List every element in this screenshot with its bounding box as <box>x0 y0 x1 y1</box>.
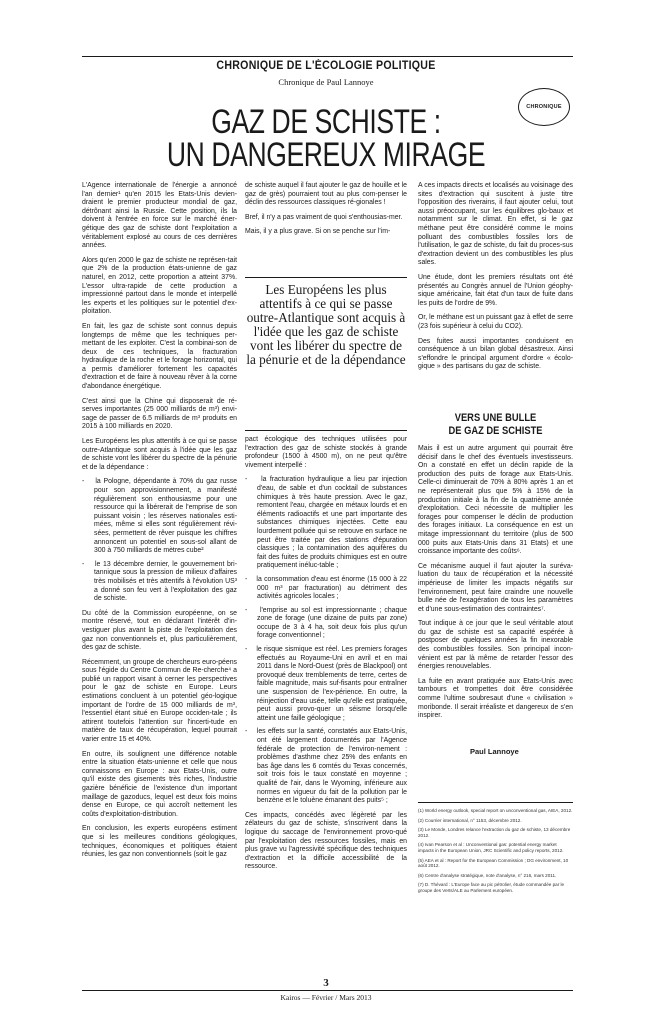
paragraph: Une étude, dont les premiers résultats ont été présentés au Congrès annuel de l'Union géophy-sique américaine, fait état d'un taux de fuite dans les puits de l'ordre de 9%. <box>418 273 573 307</box>
paragraph: Les Européens les plus attentifs à ce qui se passe outre-Atlantique sont acquis à l'idée que les gaz de schiste vont les libérer du spectre de la pénurie et de la dépendance : <box>82 438 237 471</box>
list-item: - les effets sur la santé, constatés aux Etats-Unis, ont été largement documentés par l'Agence fédérale de protection de l'environ-nement : problèmes d'asthme chez 25% des enfants en bas âge dans les 6 comtés du Texas concernés, soit trois fois le taux constaté en moyenne ; qualité de l'air, dans le Wyoming, inférieure aux normes en vigueur du fait de la pollution par le benzène et le toluène émanant des puits⁵ ; <box>245 728 407 805</box>
column-2-top <box>245 182 407 243</box>
subheading-line1: VERS UNE BULLE <box>454 412 537 424</box>
paragraph: En outre, ils soulignent une différence notable entre la situation états-unienne et celle que nous connaissons en Europe : aux Etats-Unis, outre qu'il existe des gisements très riches, l'industrie gazière bénéficie de l'existence d'un important maillage de gazoducs, lequel est deux fois moins dense en Europe, ce qui accroît nettement les coûts d'exploitation-distribution. <box>82 750 237 818</box>
paragraph: Mais il est un autre argument qui pourrait être décisif dans le chef des éventuels investisseurs. On a constaté en effet un déclin rapide de la production des puits de forage aux Etats-Unis. Celle-ci diminuerait de 70% à 80% après 1 an et ne représenterait plus que 5% à 15% de la production initiale à la fin de la quatrième année d'exploitation. Ceci nécessite de multiplier les forages pour compenser le déclin de production des forages initiaux. La conséquence en est un mitage impressionnant du territoire (plus de 500 000 puits aux Etats-Unis dans 31 Etats) et une croissance importante des coûts⁶. <box>418 445 573 556</box>
footnotes-rule <box>418 802 573 803</box>
article-title-line1: GAZ DE SCHISTE : <box>211 103 441 141</box>
footnotes <box>418 808 573 898</box>
paragraph: Or, le méthane est un puissant gaz à effet de serre (23 fois supérieur à celui du CO2). <box>418 314 573 330</box>
footnote: (6) Centre d'analyse stratégique, note d'analyse, n° 216, mars 2011. <box>418 872 557 878</box>
footer-rule <box>82 990 573 991</box>
list-item: - l'emprise au sol est impressionnante ; chaque zone de forage (une dizaine de puits par zone) occupe de 3 à 4 ha, soit deux fois plus qu'un forage conventionnel ; <box>245 607 407 641</box>
footnote: (3) Le Monde, Londres relance l'extraction du gaz de schiste, 13 décembre 2012. <box>418 827 571 838</box>
paragraph: L'Agence internationale de l'énergie a annoncé l'an dernier¹ qu'en 2015 les Etats-Unis devien-draient le premier producteur mondial de gaz, détrônant ainsi la Russie. Cette position, ils la doivent à l'entrée en force sur le marché éner-gétique des gaz de schiste dont l'exploitation a véritablement explosé au cours de ces dernières années. <box>82 182 237 250</box>
footnote: (5) AEA et al : Report for the European Commission ; DG environment, 10 août 2012. <box>418 857 569 869</box>
column-3-bottom <box>418 445 573 727</box>
paragraph: Récemment, un groupe de chercheurs euro-péens sous l'égide du Centre Commun de Re-cherche⁴ a publié un rapport visant à cerner les perspectives pour le gaz de schiste en Europe. Leurs estimations concluent à un potentiel géo-logique important de l'ordre de 15 000 milliards de m³, l'essentiel étant situé en Europe occiden-tale ; ils attirent toutefois l'attention sur l'incerti-tude en matière de taux de récupération, lequel pourrait varier entre 15 et 40%. <box>82 658 237 744</box>
author-signature: Paul Lannoye <box>470 747 519 756</box>
paragraph: Bref, il n'y a pas vraiment de quoi s'enthousias-mer. <box>245 213 403 221</box>
subheading-line2: DE GAZ DE SCHISTE <box>448 425 543 437</box>
list-item: - la consommation d'eau est énorme (15 000 à 22 000 m³ par fracturation) au détriment des activités agricoles locales ; <box>245 576 407 602</box>
article-title-line2: UN DANGEREUX MIRAGE <box>166 136 486 174</box>
column-3-top <box>418 182 573 378</box>
paragraph: pact écologique des techniques utilisées pour l'extraction des gaz de schiste stockés à grande profondeur (1500 à 4500 m), on ne peut qu'être vivement interpellé : <box>245 436 407 469</box>
byline: Chronique de Paul Lannoye <box>278 77 374 87</box>
paragraph: C'est ainsi que la Chine qui disposerait de ré-serves importantes (25 000 milliards de m³) envi-sage de passer de 6.5 milliards de m³ produits en 2015 à 100 milliards en 2020. <box>82 397 237 431</box>
paragraph: A ces impacts directs et localisés au voisinage des sites d'extraction qui suscitent à juste titre l'opposition des riverains, il faut ajouter celui, tout aussi préoccupant, sur les équilibres glo-baux et notamment sur le climat. En effet, si le gaz méthane peut être considéré comme le moins polluant des combustibles fossiles lors de l'utilisation, le gaz de schiste, du fait du proces-sus d'extraction devient un des combustibles les plus sales. <box>418 182 573 267</box>
list-item: - le 13 décembre dernier, le gouvernement bri-tannique sous la pression de milieux d'affaires très mobilisés et très attentifs à l'évolution US³ a donné son feu vert à l'exploitation des gaz de schiste. <box>82 561 237 604</box>
footnote: (1) World energy outlook, special report on unconventional gas, AIEA, 2012. <box>418 808 573 813</box>
footnote: (4) Ivan Pearson et al : Unconventional gas: potential energy market impacts in the European Union, JRC Scientific and policy reports, 2012. <box>418 842 564 853</box>
pullquote-rule-top <box>245 277 407 278</box>
bullet-list <box>82 478 237 603</box>
paragraph: Du côté de la Commission européenne, on se montre réservé, tout en déclarant l'intérêt d'in-vestiguer plus avant la piste de l'exploitation des gaz non conventionnels et, plus particulièrement, des gaz de schiste. <box>82 609 237 652</box>
bullet-list <box>245 476 407 805</box>
footnote: (7) D. Thévard : L'Europe face au pic pétrolier, étude commandée par le groupe des Verts/ALE au Parlement européen. <box>418 882 565 893</box>
paragraph: Mais, il y a plus grave. Si on se penche sur l'im- <box>245 228 391 236</box>
column-1 <box>82 182 237 866</box>
pull-quote: Les Européens les plus attentifs à ce qui se passe outre-Atlantique sont acquis à l'idée que les gaz de schiste vont les libérer du spectre de la pénurie et de la dépendance <box>246 282 406 367</box>
paragraph: La fuite en avant pratiquée aux Etats-Unis avec tambours et trompettes doit être considérée comme l'ultime soubresaut d'une « civilisation » moribonde. Il serait irréaliste et dangereux de s'en inspirer. <box>418 677 573 720</box>
column-2-bottom <box>245 436 407 878</box>
paragraph: Ce mécanisme auquel il faut ajouter la suréva-luation du taux de récupération et la nécessité impérieuse de limiter les impacts négatifs sur l'environnement, peut faire craindre une nouvelle bulle née de l'exagération de tous les paramètres et d'une sous-estimation des contraintes⁷. <box>418 562 573 613</box>
subheading <box>430 412 562 438</box>
footnote: (2) Courrier international, n° 1153, décembre 2012. <box>418 817 522 823</box>
pullquote-rule-bottom <box>245 430 407 431</box>
paragraph: Des fuites aussi importantes conduisent en conséquence à un bilan global désastreux. Ainsi s'effondre le principal argument d'ordre « écolo-gique » des partisans du gaz de schiste. <box>418 337 573 371</box>
paragraph: de schiste auquel il faut ajouter le gaz de houille et le gaz de grès) pourraient tout au plus com-penser le déclin des ressources classiques ré-gionales ! <box>245 182 407 207</box>
paragraph: Ces impacts, concédés avec légèreté par les zélateurs du gaz de schiste, s'inscrivent dans la logique du saccage de l'environnement provo-qué par l'exploitation des ressources fossiles, mais en plus grave vu l'agressivité spécifique des techniques d'extraction et la difficile accessibilité de la ressource. <box>245 811 407 871</box>
chronique-badge: CHRONIQUE <box>518 88 570 126</box>
footer: Kairos — Février / Mars 2013 <box>280 993 372 1002</box>
paragraph: En fait, les gaz de schiste sont connus depuis longtemps de même que les techniques per-mettant de les exploiter. C'est la combinai-son de deux de ces techniques, la fracturation hydraulique de la roche et le forage horizontal, qui a permis d'améliorer fortement les capacités d'extraction et de faire à nouveau rêver à la corne d'abondance énergétique. <box>82 322 237 391</box>
paragraph: En conclusion, les experts européens estiment que si les meilleures conditions géologiques, techniques, économiques et politiques étaient réunies, les gaz non conventionnels (soit le gaz <box>82 825 237 859</box>
paragraph: Tout indique à ce jour que le seul véritable atout du gaz de schiste est sa capacité espérée à postposer de quelques années la fin inexorable des combustibles fossiles. Son principal incon-vénient est par là même de retarder l'essor des énergies renouvelables. <box>418 620 573 671</box>
paragraph: Alors qu'en 2000 le gaz de schiste ne représen-tait que 2% de la production états-unienne de gaz naturel, en 2012, cette proportion a atteint 37%. L'essor ultra-rapide de cette production a impressionné partout dans le monde et interpellé les experts et les politiques sur le potentiel d'ex-ploitation. <box>82 256 237 316</box>
header-rule-top <box>82 56 573 57</box>
list-item: - le risque sismique est réel. Les premiers forages effectués au Royaume-Uni en avril et en mai 2011 dans le Nord-Ouest (près de Blackpool) ont provoqué deux tremblements de terre, certes de faible magnitude, mais suf-fisants pour entraîner une suspension de l'ex-périence. En outre, la réinjection d'eau usée, telle qu'elle est pratiquée, peut aussi provo-quer un séisme lorsqu'elle atteint une faille géologique ; <box>245 646 407 723</box>
section-title: CHRONIQUE DE L'ÉCOLOGIE POLITIQUE <box>216 60 436 72</box>
list-item: - la Pologne, dépendante à 70% du gaz russe pour son approvisionnement, a manifesté régulièrement son enthousiasme pour une ressource qui la libérerait de l'emprise de son puissant voisin ; les réserves nationales esti-mées, même si elles sont régulièrement révi-sées, permettent de rêver puisque les chiffres annoncent un potentiel en sous-sol allant de 300 à 750 milliards de mètres cube² <box>82 478 237 555</box>
page-number: 3 <box>323 977 329 989</box>
list-item: - la fracturation hydraulique a lieu par injection d'eau, de sable et d'un cocktail de substances chimiques à très haute pression. Avec le gaz, remontent l'eau, chargée en métaux lourds et en éléments radioactifs et une part importante des substances chimiques injectées. Cette eau lourdement polluée qui se retrouve en surface ne peut être traitée par des stations d'épuration classiques ; la contamination des aquifères du fait des fuites de produits chimiques est en outre pratiquement inéluc-table ; <box>245 476 407 571</box>
